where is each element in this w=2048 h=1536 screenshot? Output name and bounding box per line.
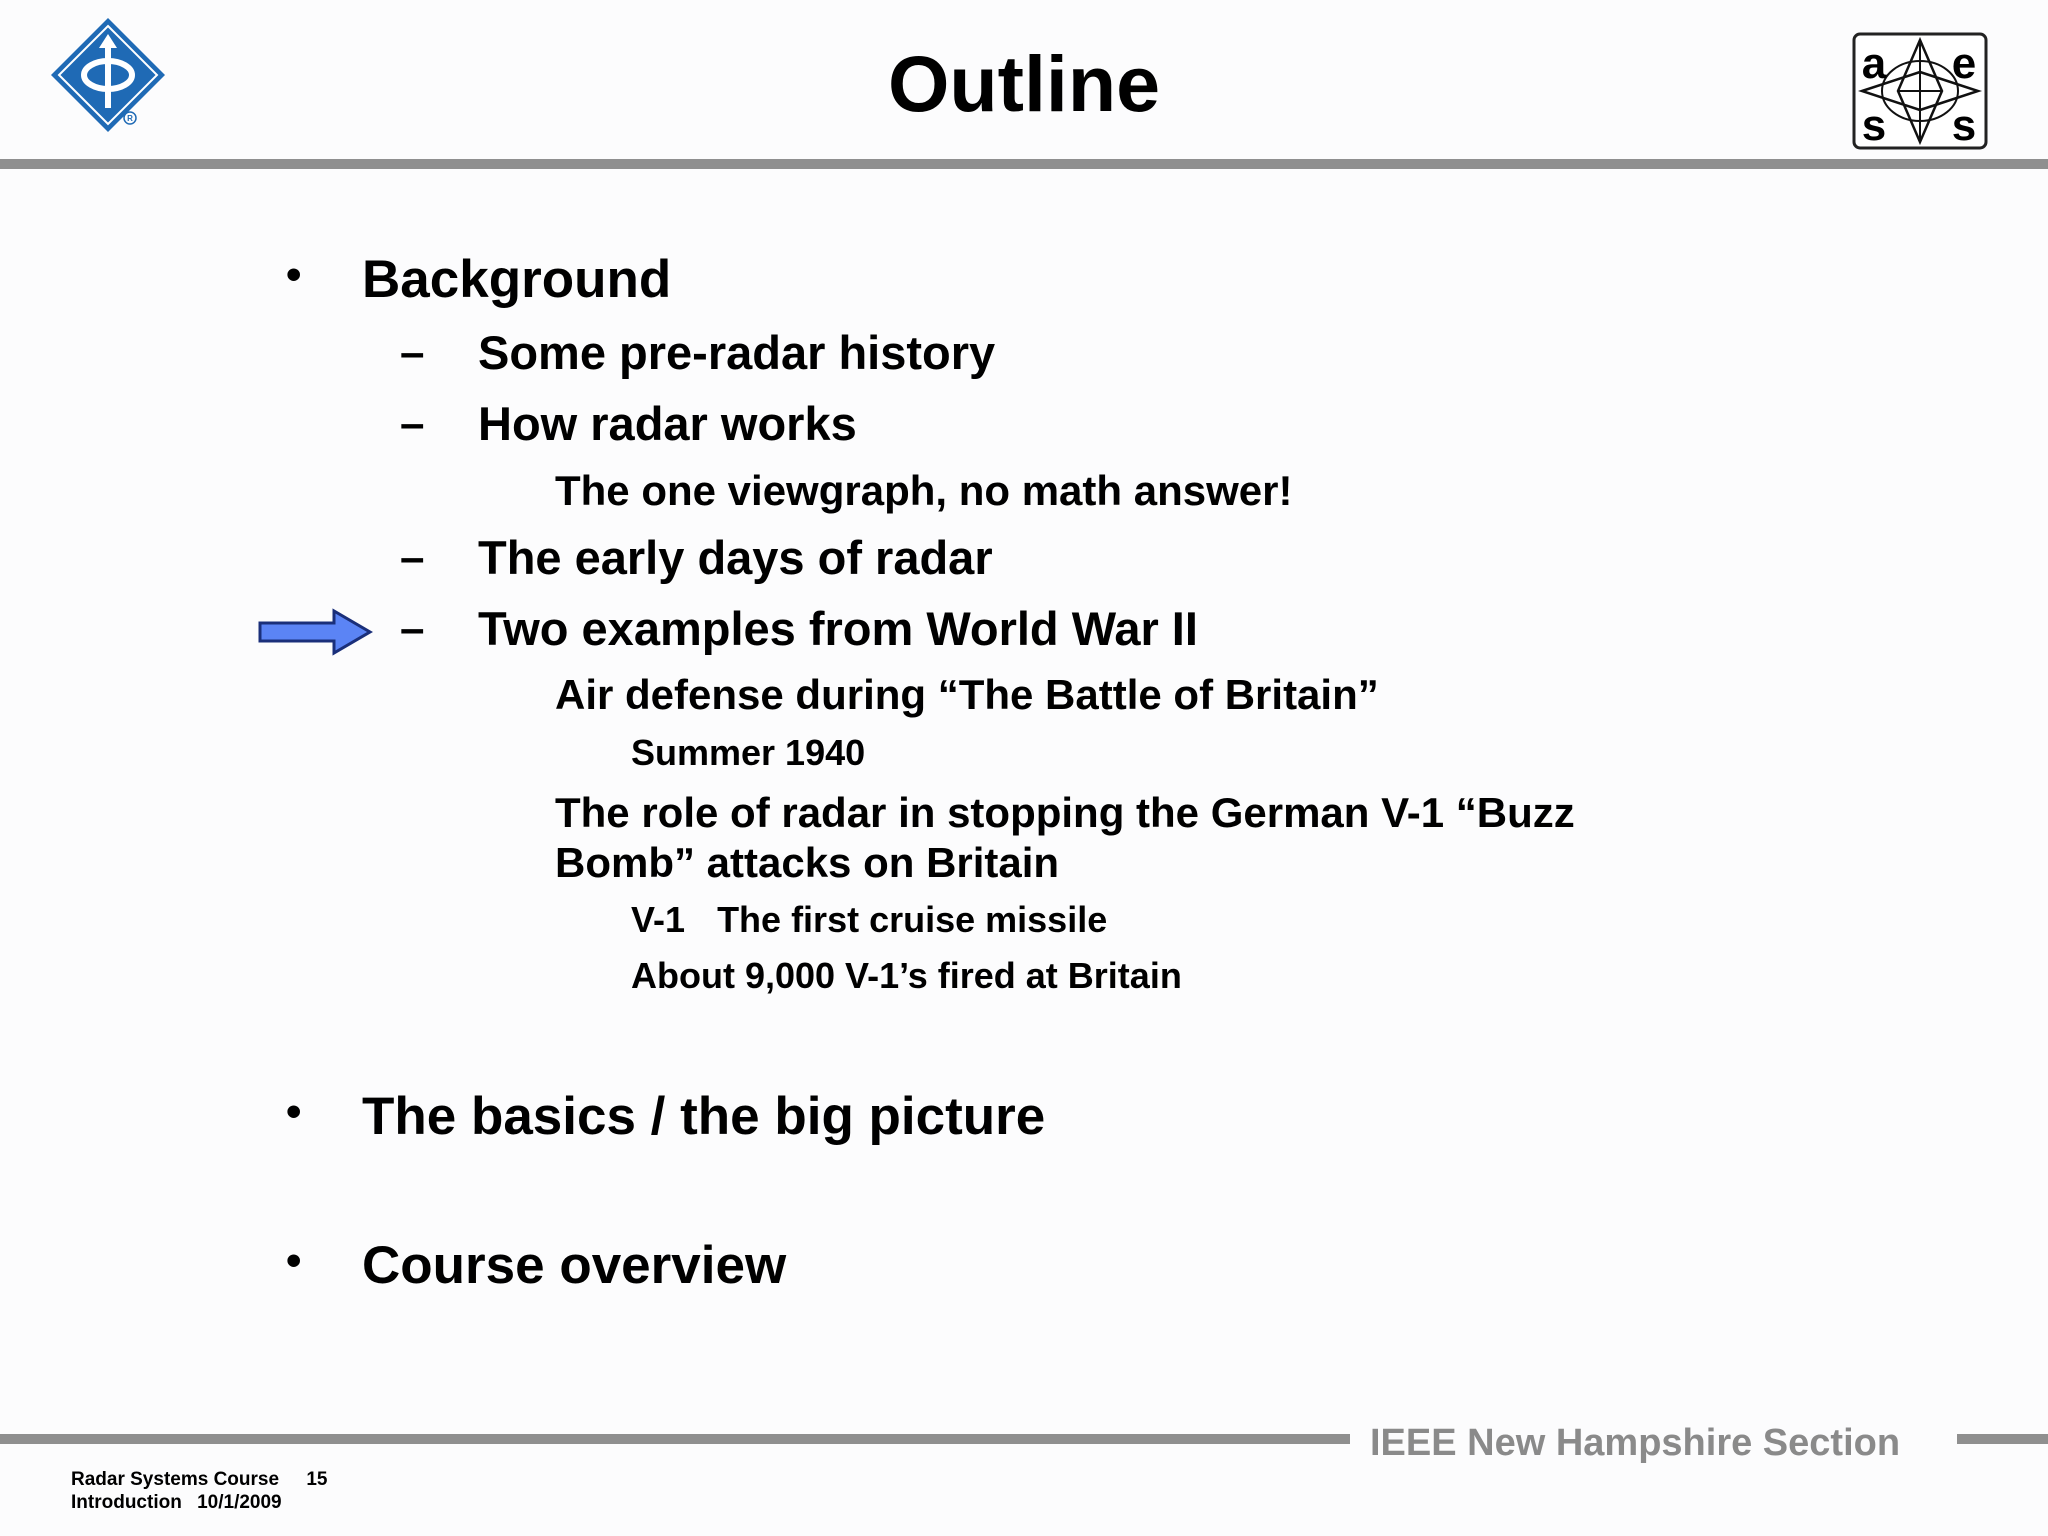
footer-page-number: 15	[306, 1469, 328, 1490]
v1-label: V-1	[631, 899, 686, 940]
aess-letter-e: e	[1951, 39, 1977, 88]
footer-divider-left	[0, 1434, 1350, 1444]
outline-item-one-viewgraph: The one viewgraph, no math answer!	[555, 467, 1293, 514]
outline-item-summer-1940: Summer 1940	[631, 732, 866, 773]
outline-item-course-overview: Course overview	[362, 1236, 787, 1295]
outline-item-v1-count: About 9,000 V-1’s fired at Britain	[631, 955, 1182, 996]
right-arrow-icon	[258, 608, 374, 656]
outline-item-air-defense: Air defense during “The Battle of Britain”	[555, 671, 1379, 718]
footer-course-line	[71, 1468, 327, 1491]
footer-divider-right	[1957, 1434, 2048, 1444]
footer-course: Radar Systems Course	[71, 1469, 280, 1490]
aess-logo-icon	[1852, 32, 1988, 150]
dash-marker: –	[400, 399, 425, 448]
dash-marker: –	[400, 604, 425, 653]
svg-text:R: R	[127, 114, 133, 123]
footer-chapter-line	[71, 1491, 282, 1514]
dash-marker: –	[400, 328, 425, 377]
outline-item-two-examples: Two examples from World War II	[478, 602, 1198, 655]
outline-item-v1-role-line2: Bomb” attacks on Britain	[555, 839, 1060, 886]
footer-chapter: Introduction	[71, 1492, 182, 1513]
outline-item-background: Background	[362, 250, 672, 309]
aess-letter-a: a	[1861, 39, 1887, 88]
slide-title: Outline	[887, 39, 1161, 128]
footer-date: 10/1/2009	[197, 1492, 282, 1513]
bullet-marker: •	[286, 1236, 302, 1285]
outline-item-early-days: The early days of radar	[478, 531, 993, 584]
aess-letter-s2: s	[1951, 101, 1977, 150]
v1-first-cruise-text: The first cruise missile	[717, 899, 1108, 940]
header-divider	[0, 159, 2048, 169]
aess-letter-s1: s	[1861, 101, 1887, 150]
bullet-marker: •	[286, 1087, 302, 1136]
outline-item-v1-first-cruise	[631, 898, 1107, 942]
outline-item-how-radar-works: How radar works	[478, 397, 857, 450]
bullet-marker: •	[286, 250, 302, 299]
outline-item-basics: The basics / the big picture	[362, 1087, 1046, 1146]
outline-item-v1-role-line1: The role of radar in stopping the German V-1 “Buzz	[555, 789, 1575, 836]
dash-marker: –	[400, 533, 425, 582]
section-label: IEEE New Hampshire Section	[1370, 1422, 1901, 1464]
outline-item-pre-radar-history: Some pre-radar history	[478, 326, 996, 379]
